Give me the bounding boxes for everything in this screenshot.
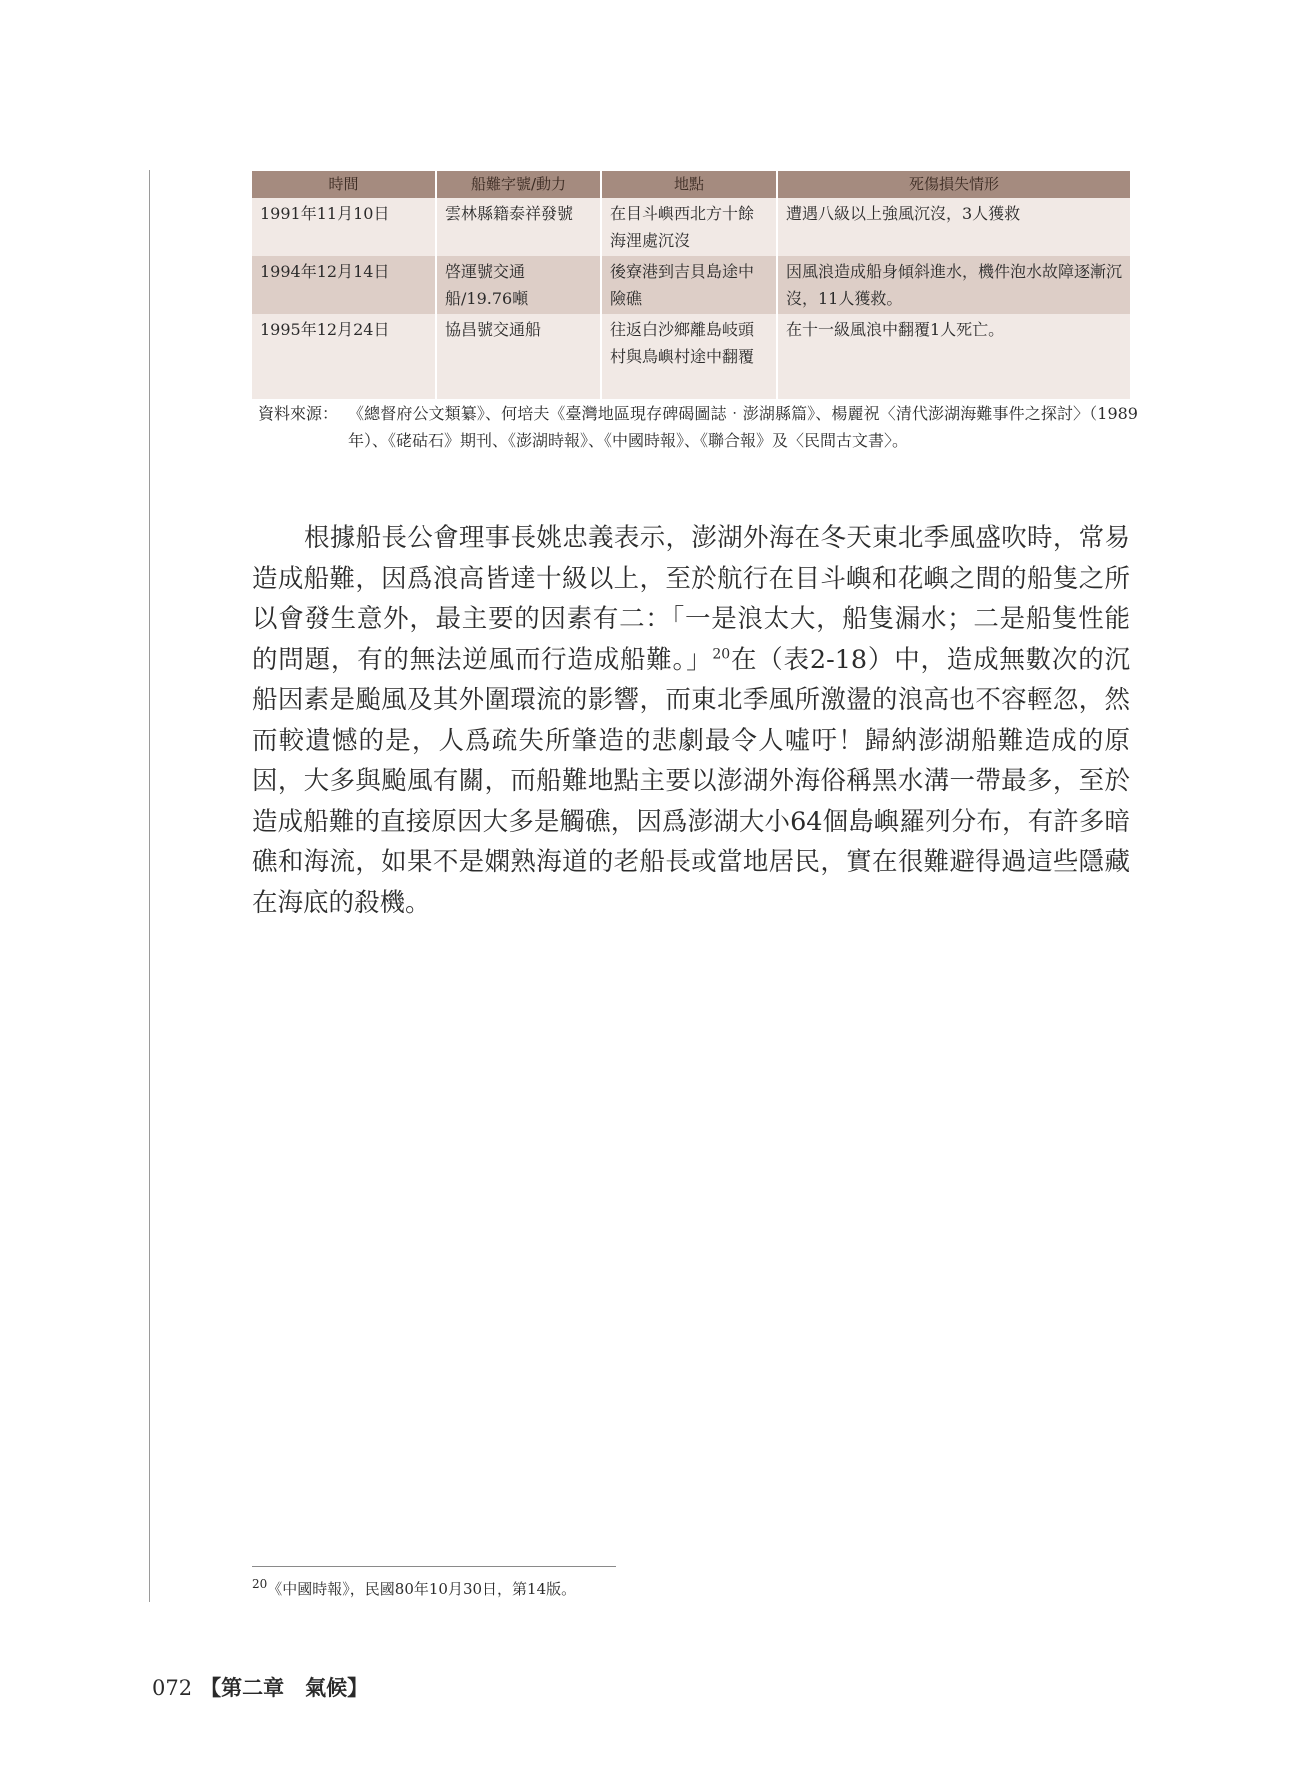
- footnote-text: 《中國時報》，民國80年10月30日，第14版。: [267, 1580, 577, 1598]
- header-time: 時間: [252, 171, 436, 198]
- table-row: [252, 198, 1130, 256]
- footnote: [252, 1578, 1052, 1600]
- cell-location: 往返白沙鄉離島岐頭村與鳥嶼村途中翻覆: [601, 314, 777, 399]
- footnote-reference[interactable]: 20: [712, 646, 731, 662]
- table-header-row: [252, 171, 1130, 198]
- cell-vessel: 啓運號交通船/19.76噸: [436, 256, 601, 314]
- cell-vessel: 雲林縣籍泰祥發號: [436, 198, 601, 256]
- chapter-title: 【第二章 氣候】: [200, 1675, 369, 1700]
- cell-casualties: 遭遇八級以上強風沉沒，3人獲救: [777, 198, 1130, 256]
- source-label: 資料來源：: [258, 404, 339, 423]
- page-footer: [152, 1672, 368, 1702]
- footnote-divider: [252, 1566, 616, 1567]
- footnote-number: 20: [252, 1577, 268, 1591]
- table-row: [252, 256, 1130, 314]
- source-text: 《總督府公文類纂》、何培夫《臺灣地區現存碑碣圖誌‧澎湖縣篇》、楊麗祝〈清代澎湖海難事件之探討〉（1989年）、《硓𥑮石》期刊、《澎湖時報》、《中國時報》、《聯合報》及〈民間古文書〉。: [348, 404, 1138, 450]
- cell-location: 在目斗嶼西北方十餘海浬處沉沒: [601, 198, 777, 256]
- header-location: 地點: [601, 171, 777, 198]
- table-row: [252, 314, 1130, 399]
- body-paragraph: [252, 518, 1130, 923]
- cell-location: 後寮港到吉貝島途中險礁: [601, 256, 777, 314]
- cell-casualties: 因風浪造成船身傾斜進水，機件泡水故障逐漸沉沒，11人獲救。: [777, 256, 1130, 314]
- header-casualties: 死傷損失情形: [777, 171, 1130, 198]
- shipwreck-table: [252, 171, 1130, 399]
- body-text-part1: 根據船長公會理事長姚忠義表示，澎湖外海在冬天東北季風盛吹時，常易造成船難，因爲浪高皆達十級以上，至於航行在目斗嶼和花嶼之間的船隻之所以會發生意外，最主要的因素有二：「一是浪太大，船隻漏水；二是船隻性能的問題，有的無法逆風而行造成船難。」: [252, 523, 1130, 675]
- cell-time: 1991年11月10日: [252, 198, 436, 256]
- page-number: 072: [152, 1676, 193, 1700]
- body-text-part2: 在（表2-18）中，造成無數次的沉船因素是颱風及其外圍環流的影響，而東北季風所激盪的浪高也不容輕忽，然而較遺憾的是，人爲疏失所肇造的悲劇最令人噓吁！歸納澎湖船難造成的原因，大多與颱風有關，而船難地點主要以澎湖外海俗稱黑水溝一帶最多，至於造成船難的直接原因大多是觸礁，因爲澎湖大小64個島嶼羅列分布，有許多暗礁和海流，如果不是嫻熟海道的老船長或當地居民，實在很難避得過這些隱藏在海底的殺機。: [252, 644, 1130, 918]
- cell-vessel: 協昌號交通船: [436, 314, 601, 399]
- header-vessel: 船難字號/動力: [436, 171, 601, 198]
- cell-casualties: 在十一級風浪中翻覆1人死亡。: [777, 314, 1130, 399]
- cell-time: 1995年12月24日: [252, 314, 436, 399]
- margin-rule: [149, 170, 150, 1602]
- cell-time: 1994年12月14日: [252, 256, 436, 314]
